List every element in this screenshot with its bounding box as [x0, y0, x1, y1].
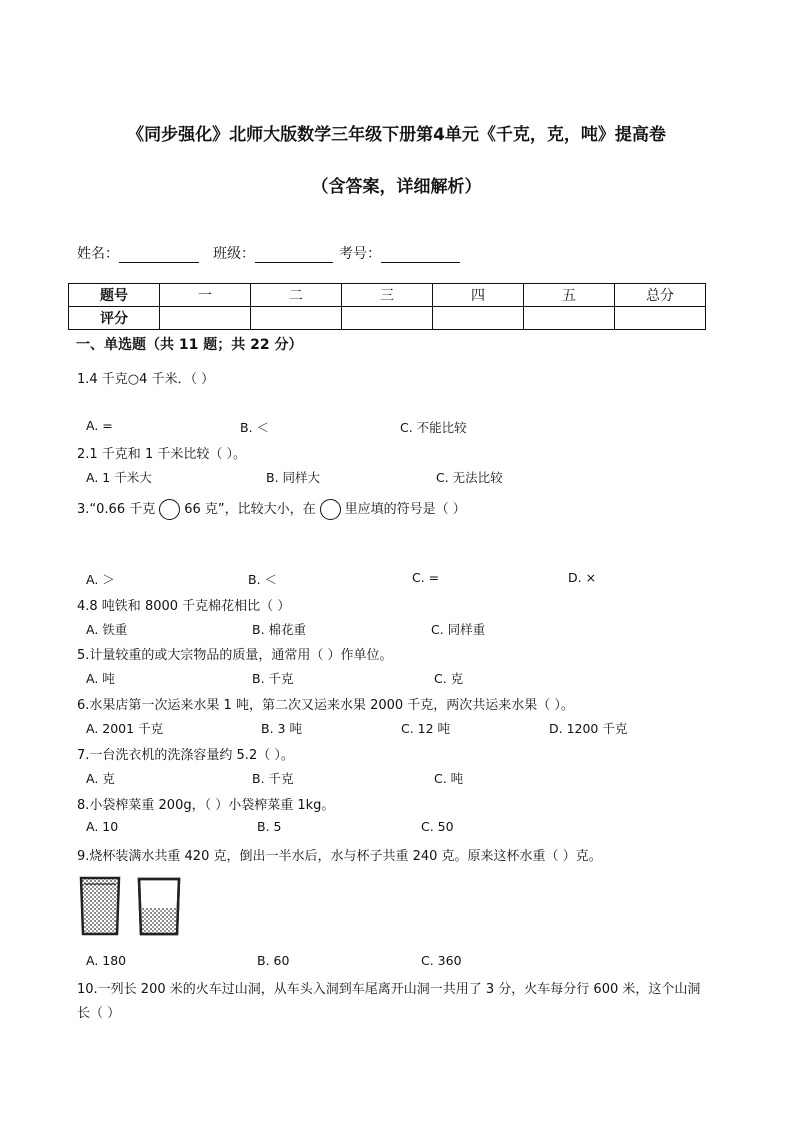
id-blank[interactable]	[381, 248, 460, 263]
question-5: 5.计量较重的或大宗物品的质量，通常用（ ）作单位。	[77, 648, 393, 663]
score-header-cell: 五	[524, 284, 615, 307]
score-cell[interactable]	[160, 307, 251, 330]
q9-option-c[interactable]: C. 360	[421, 953, 462, 968]
score-row-label: 评分	[69, 307, 160, 330]
score-cell[interactable]	[433, 307, 524, 330]
q3-text-c: 里应填的符号是（ ）	[344, 502, 466, 517]
q7-option-a[interactable]: A. 克	[86, 771, 115, 786]
class-field[interactable]	[213, 243, 333, 263]
q3-option-c[interactable]: C. =	[412, 570, 440, 585]
score-cell[interactable]	[251, 307, 342, 330]
q5-option-c[interactable]: C. 克	[434, 671, 464, 686]
q3-option-d[interactable]: D. ×	[568, 570, 597, 585]
class-label: 班级：	[213, 246, 255, 262]
name-blank[interactable]	[119, 248, 199, 263]
score-header-cell: 题号	[69, 284, 160, 307]
q3-text-b: 66 克”，比较大小，在	[184, 502, 316, 517]
question-8: 8.小袋榨菜重 200g，（ ）小袋榨菜重 1kg。	[77, 798, 335, 813]
score-cell[interactable]	[524, 307, 615, 330]
name-label: 姓名：	[77, 246, 119, 262]
score-header-cell: 三	[342, 284, 433, 307]
circle-blank-icon	[159, 499, 180, 520]
question-9: 9.烧杯装满水共重 420 克，倒出一半水后，水与杯子共重 240 克。原来这杯水重（ ）克。	[77, 849, 602, 864]
q9-option-b[interactable]: B. 60	[257, 953, 290, 968]
question-6: 6.水果店第一次运来水果 1 吨，第二次又运来水果 2000 千克，两次共运来水果（ ）。	[77, 698, 574, 713]
question-2: 2.1 千克和 1 千米比较（ ）。	[77, 447, 246, 462]
q4-option-a[interactable]: A. 铁重	[86, 622, 128, 637]
score-cell[interactable]	[342, 307, 433, 330]
score-value-row	[69, 307, 706, 330]
q3-option-a[interactable]: A. ＞	[86, 572, 115, 587]
score-header-cell: 二	[251, 284, 342, 307]
score-cell[interactable]	[615, 307, 706, 330]
section-heading: 一、单选题（共 11 题；共 22 分）	[76, 337, 303, 353]
q2-option-c[interactable]: C. 无法比较	[436, 470, 503, 485]
full-beaker-icon	[81, 878, 119, 934]
half-beaker-icon	[139, 879, 179, 934]
score-header-row	[69, 284, 706, 307]
q6-option-c[interactable]: C. 12 吨	[401, 721, 451, 736]
q1-option-a[interactable]: A. =	[86, 418, 113, 433]
q9-option-a[interactable]: A. 180	[86, 953, 127, 968]
question-10-line-1: 10.一列长 200 米的火车过山洞，从车头入洞到车尾离开山洞一共用了 3 分，火车每分行 600 米，这个山洞	[77, 982, 701, 997]
q8-option-a[interactable]: A. 10	[86, 819, 119, 834]
q6-option-a[interactable]: A. 2001 千克	[86, 721, 164, 736]
q6-option-b[interactable]: B. 3 吨	[261, 721, 302, 736]
q6-option-d[interactable]: D. 1200 千克	[549, 721, 628, 736]
question-1: 1.4 千克○4 千米．（ ）	[77, 372, 215, 387]
score-header-cell: 四	[433, 284, 524, 307]
q4-option-c[interactable]: C. 同样重	[431, 622, 486, 637]
q1-option-b[interactable]: B. ＜	[240, 420, 270, 435]
q7-option-c[interactable]: C. 吨	[434, 771, 464, 786]
id-label: 考号：	[339, 246, 381, 262]
question-3	[77, 498, 466, 520]
circle-blank-icon	[320, 499, 341, 520]
question-7: 7.一台洗衣机的洗涤容量约 5.2（ ）。	[77, 748, 294, 763]
q5-option-b[interactable]: B. 千克	[252, 671, 294, 686]
id-field[interactable]	[339, 243, 460, 263]
q8-option-c[interactable]: C. 50	[421, 819, 454, 834]
q4-option-b[interactable]: B. 棉花重	[252, 622, 307, 637]
score-table	[68, 283, 706, 330]
q2-option-a[interactable]: A. 1 千米大	[86, 470, 152, 485]
score-header-cell: 总分	[615, 284, 706, 307]
q1-option-c[interactable]: C. 不能比较	[400, 420, 467, 435]
q3-text-a: 3.“0.66 千克	[77, 502, 156, 517]
class-blank[interactable]	[255, 248, 333, 263]
q3-option-b[interactable]: B. ＜	[248, 572, 278, 587]
q2-option-b[interactable]: B. 同样大	[266, 470, 321, 485]
question-4: 4.8 吨铁和 8000 千克棉花相比（ ）	[77, 599, 291, 614]
q8-option-b[interactable]: B. 5	[257, 819, 282, 834]
name-field[interactable]	[77, 243, 199, 263]
title-line-2: （含答案，详细解析）	[311, 177, 482, 197]
q5-option-a[interactable]: A. 吨	[86, 671, 115, 686]
question-10-line-2: 长（ ）	[77, 1006, 121, 1021]
beaker-figure	[78, 876, 188, 938]
score-header-cell: 一	[160, 284, 251, 307]
q7-option-b[interactable]: B. 千克	[252, 771, 294, 786]
title-line-1: 《同步强化》北师大版数学三年级下册第4单元《千克，克，吨》提高卷	[127, 125, 666, 145]
